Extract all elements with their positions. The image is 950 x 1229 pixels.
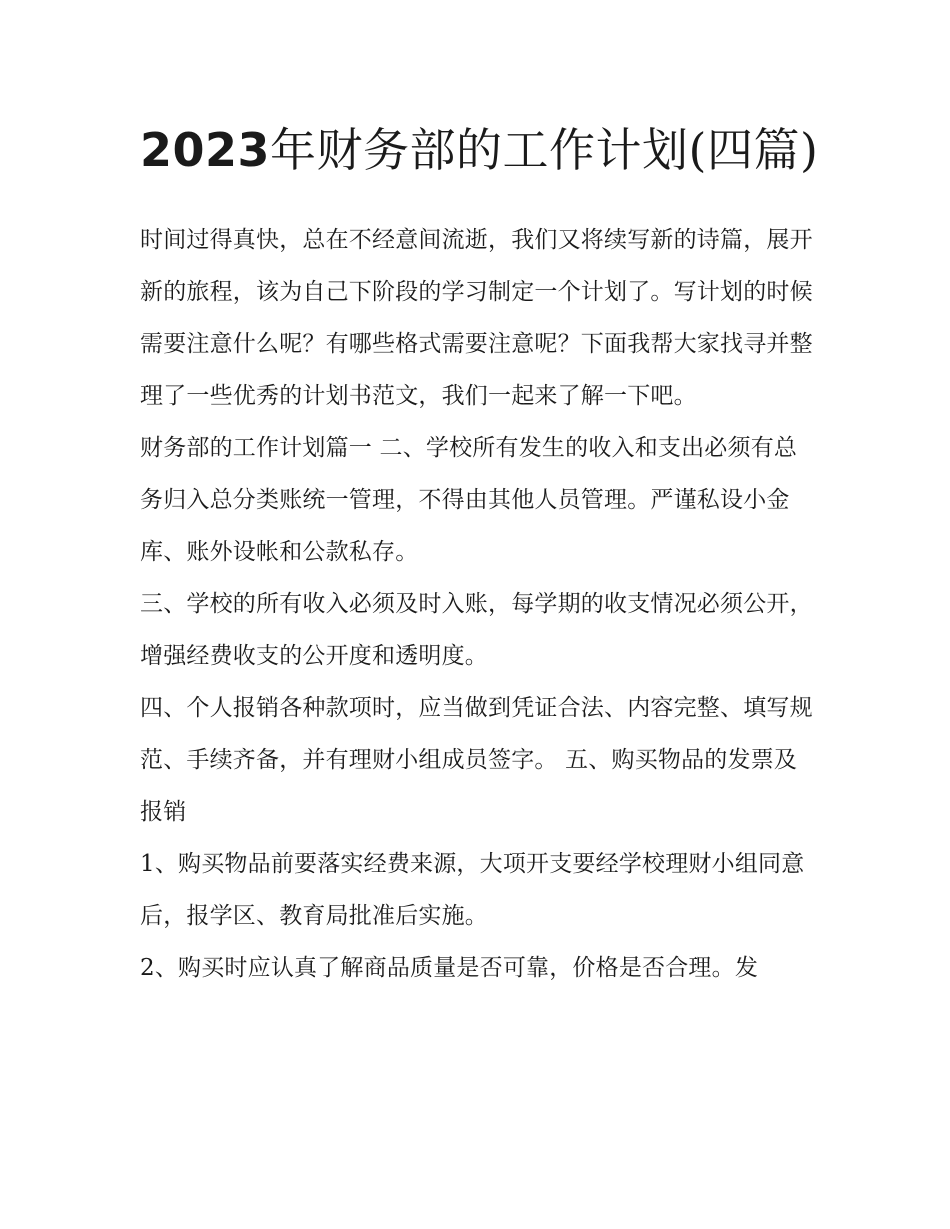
document-page: [140, 112, 820, 994]
title-text: 年财务部的工作计划(四篇): [270, 123, 819, 177]
paragraph-item-four: 四、个人报销各种款项时，应当做到凭证合法、内容完整、填写规范、手续齐备，并有理财小组成员签字。 五、购买物品的发票及报销: [140, 695, 813, 825]
document-body: [140, 214, 820, 994]
paragraph-plan-one: 财务部的工作计划篇一 二、学校所有发生的收入和支出必须有总务归入总分类账统一管理，不得由其他人员管理。严谨私设小金库、账外设帐和公款私存。: [140, 435, 798, 565]
paragraph-intro: 时间过得真快，总在不经意间流逝，我们又将续写新的诗篇，展开新的旅程，该为自己下阶段的学习制定一个计划了。写计划的时候需要注意什么呢？有哪些格式需要注意呢？下面我帮大家找寻并整理了一些优秀的计划书范文，我们一起来了解一下吧。: [140, 227, 813, 409]
paragraph-subitem-two: 2、购买时应认真了解商品质量是否可靠，价格是否合理。发: [140, 955, 759, 981]
title-year: 2023: [140, 123, 271, 177]
paragraph-item-three: 三、学校的所有收入必须及时入账，每学期的收支情况必须公开，增强经费收支的公开度和透明度。: [140, 591, 813, 669]
document-title: [140, 112, 820, 188]
paragraph-subitem-one: 1、购买物品前要落实经费来源，大项开支要经学校理财小组同意后，报学区、教育局批准后实施。: [140, 851, 805, 929]
